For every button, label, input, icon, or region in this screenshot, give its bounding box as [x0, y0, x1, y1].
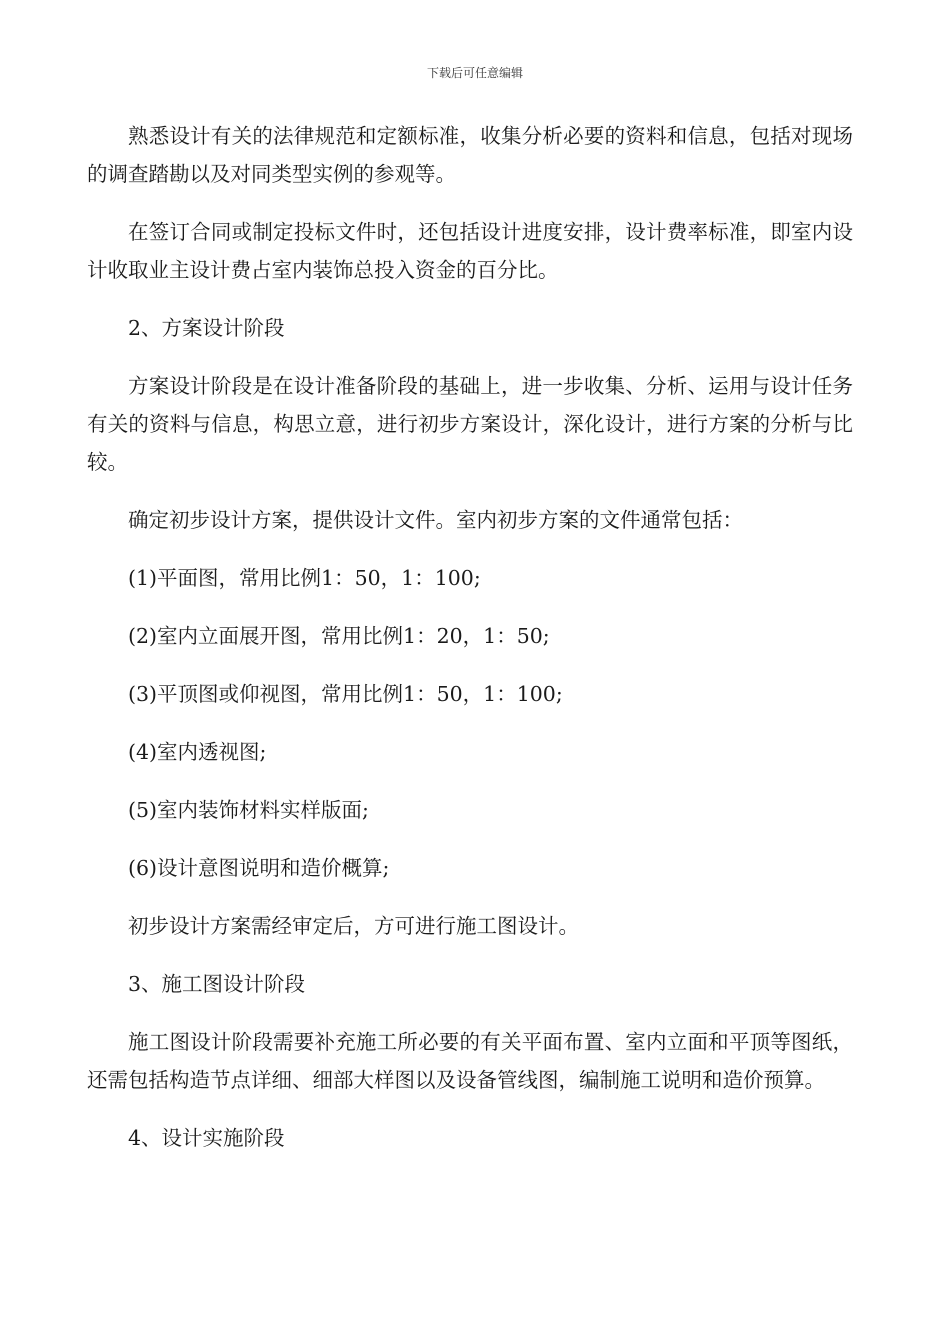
document-body: [87, 117, 853, 1157]
list-item: (3)平顶图或仰视图，常用比例1：50，1：100;: [128, 682, 563, 706]
paragraph: 确定初步设计方案，提供设计文件。室内初步方案的文件通常包括：: [128, 508, 743, 532]
list-item: (2)室内立面展开图，常用比例1：20，1：50;: [128, 624, 550, 648]
paragraph: 熟悉设计有关的法律规范和定额标准，收集分析必要的资料和信息，包括对现场的调查踏勘以及对同类型实例的参观等。: [87, 124, 853, 186]
paragraph: 方案设计阶段是在设计准备阶段的基础上，进一步收集、分析、运用与设计任务有关的资料与信息，构思立意，进行初步方案设计，深化设计，进行方案的分析与比较。: [87, 374, 853, 474]
section-heading: 4、设计实施阶段: [128, 1126, 285, 1150]
list-item: (6)设计意图说明和造价概算;: [128, 856, 390, 880]
paragraph: 施工图设计阶段需要补充施工所必要的有关平面布置、室内立面和平顶等图纸，还需包括构造节点详细、细部大样图以及设备管线图，编制施工说明和造价预算。: [87, 1030, 853, 1092]
section-heading: 3、施工图设计阶段: [128, 972, 306, 996]
paragraph: 在签订合同或制定投标文件时，还包括设计进度安排，设计费率标准，即室内设计收取业主设计费占室内装饰总投入资金的百分比。: [87, 220, 853, 282]
paragraph: 初步设计方案需经审定后，方可进行施工图设计。: [128, 914, 579, 938]
section-heading: 2、方案设计阶段: [128, 316, 285, 340]
list-item: (5)室内装饰材料实样版面;: [128, 798, 369, 822]
list-item: (1)平面图，常用比例1：50，1：100;: [128, 566, 481, 590]
list-item: (4)室内透视图;: [128, 740, 267, 764]
page-header: 下载后可任意编辑: [426, 66, 523, 80]
